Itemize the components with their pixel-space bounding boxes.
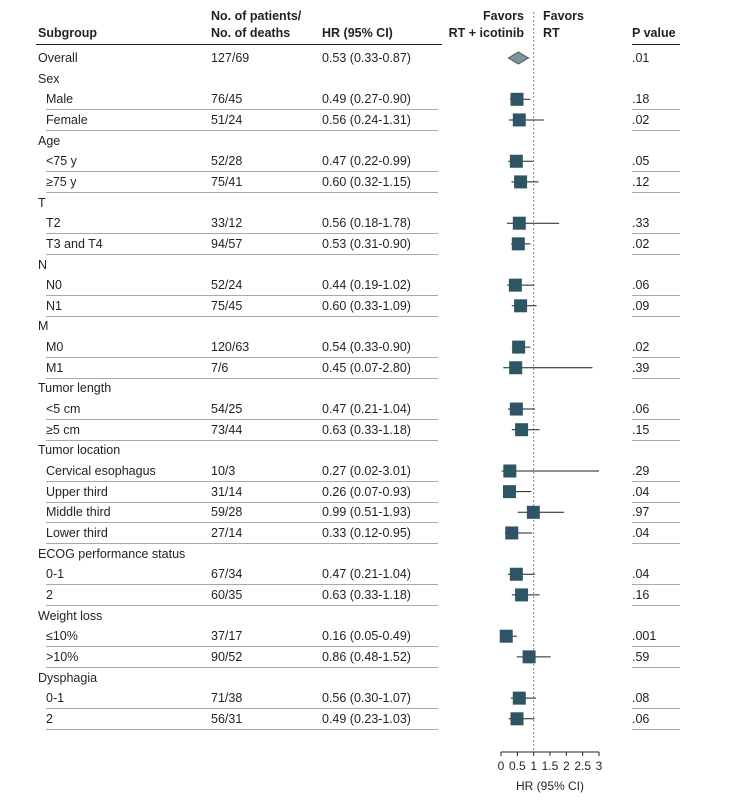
hr-point-marker (514, 175, 527, 188)
p-value: .29 (632, 464, 650, 478)
header-patients-line2: No. of deaths (211, 26, 291, 40)
header-favors-left-line2: RT + icotinib (448, 26, 524, 40)
subgroup-label: 0-1 (46, 567, 65, 582)
group-label: N (38, 257, 48, 272)
subgroup-label: M1 (46, 360, 64, 375)
hr-ci-text: 0.33 (0.12-0.95) (322, 525, 411, 540)
hr-point-marker (511, 93, 524, 106)
x-axis (498, 752, 603, 793)
hr-point-marker (514, 299, 527, 312)
group-label: Weight loss (38, 608, 103, 623)
header-subgroup: Subgroup (38, 26, 98, 40)
hr-ci-text: 0.54 (0.33-0.90) (322, 340, 411, 355)
group-label: Dysphagia (38, 670, 98, 685)
p-value: .09 (632, 298, 650, 313)
group-label: T (38, 195, 46, 210)
patients-deaths: 120/63 (211, 340, 250, 355)
subgroup-label: ≥75 y (46, 174, 77, 189)
x-tick-label: 0.5 (508, 759, 526, 773)
hr-ci-text: 0.60 (0.32-1.15) (322, 174, 411, 189)
hr-point-marker (510, 155, 523, 168)
hr-ci-text: 0.47 (0.22-0.99) (322, 154, 411, 169)
subgroup-label: ≤10% (46, 629, 78, 644)
hr-point-marker (515, 588, 528, 601)
p-value: .02 (632, 236, 650, 251)
p-value: .06 (632, 711, 650, 726)
hr-point-marker (510, 403, 523, 416)
p-value: .39 (632, 360, 650, 375)
x-tick-label: 2.5 (574, 759, 592, 773)
hr-ci-text: 0.26 (0.07-0.93) (322, 484, 411, 499)
subgroup-label: Upper third (46, 484, 108, 499)
patients-deaths: 75/41 (211, 174, 243, 189)
p-value: .08 (632, 691, 650, 706)
patients-deaths: 90/52 (211, 649, 243, 664)
p-value: .05 (632, 154, 650, 169)
patients-deaths: 10/3 (211, 464, 236, 478)
patients-deaths: 127/69 (211, 51, 250, 65)
group-label: Sex (38, 71, 60, 86)
header-pvalue: P value (632, 26, 676, 40)
hr-point-marker (512, 237, 525, 250)
p-value: .02 (632, 112, 650, 127)
p-value: .59 (632, 649, 650, 664)
subgroup-label: 2 (46, 711, 53, 726)
hr-point-marker (509, 279, 522, 292)
subgroup-label: <75 y (46, 154, 77, 169)
subgroup-label: 2 (46, 587, 53, 602)
patients-deaths: 56/31 (211, 711, 243, 726)
subgroup-label: M0 (46, 340, 64, 355)
patients-deaths: 59/28 (211, 505, 243, 520)
subgroup-label: >10% (46, 649, 79, 664)
p-value: .01 (632, 51, 650, 65)
subgroup-label: T2 (46, 216, 61, 231)
p-value: .04 (632, 525, 650, 540)
patients-deaths: 33/12 (211, 216, 243, 231)
patients-deaths: 27/14 (211, 525, 243, 540)
overall-label: Overall (38, 51, 78, 65)
subgroup-label: Female (46, 112, 88, 127)
hr-ci-text: 0.63 (0.33-1.18) (322, 587, 411, 602)
hr-ci-text: 0.47 (0.21-1.04) (322, 402, 411, 417)
p-value: .001 (632, 629, 657, 644)
hr-ci-text: 0.63 (0.33-1.18) (322, 422, 411, 437)
header-patients-line1: No. of patients/ (211, 9, 302, 23)
hr-ci-text: 0.53 (0.33-0.87) (322, 51, 411, 65)
p-value: .33 (632, 216, 650, 231)
x-tick-label: 1.5 (541, 759, 559, 773)
overall-diamond (508, 52, 528, 64)
hr-ci-text: 0.53 (0.31-0.90) (322, 236, 411, 251)
subgroup-label: N1 (46, 298, 62, 313)
hr-ci-text: 0.56 (0.18-1.78) (322, 216, 411, 231)
hr-ci-text: 0.56 (0.30-1.07) (322, 691, 411, 706)
patients-deaths: 51/24 (211, 112, 243, 127)
hr-ci-text: 0.49 (0.23-1.03) (322, 711, 411, 726)
hr-ci-text: 0.47 (0.21-1.04) (322, 567, 411, 582)
hr-point-marker (513, 217, 526, 230)
header-hr: HR (95% CI) (322, 26, 393, 40)
p-value: .16 (632, 587, 650, 602)
patients-deaths: 7/6 (211, 360, 229, 375)
hr-point-marker (509, 361, 522, 374)
header-favors-right-line1: Favors (543, 9, 584, 23)
hr-point-marker (523, 650, 536, 663)
group-label: Tumor length (38, 381, 112, 396)
p-value: .12 (632, 174, 650, 189)
p-value: .06 (632, 402, 650, 417)
group-label: Tumor location (38, 443, 121, 458)
patients-deaths: 67/34 (211, 567, 243, 582)
hr-point-marker (511, 712, 524, 725)
patients-deaths: 75/45 (211, 298, 243, 313)
hr-point-marker (513, 692, 526, 705)
group-label: ECOG performance status (38, 546, 186, 561)
hr-point-marker (503, 485, 516, 498)
hr-ci-text: 0.44 (0.19-1.02) (322, 278, 411, 293)
hr-point-marker (500, 630, 513, 643)
p-value: .15 (632, 422, 650, 437)
hr-ci-text: 0.99 (0.51-1.93) (322, 505, 411, 520)
x-tick-label: 0 (497, 759, 505, 773)
p-value: .97 (632, 505, 650, 520)
subgroup-label: Middle third (46, 505, 111, 520)
patients-deaths: 54/25 (211, 402, 243, 417)
hr-ci-text: 0.56 (0.24-1.31) (322, 112, 411, 127)
group-label: Age (38, 133, 61, 148)
hr-point-marker (515, 423, 528, 436)
patients-deaths: 37/17 (211, 629, 243, 644)
hr-point-marker (505, 526, 518, 539)
subgroup-label: ≥5 cm (46, 422, 80, 437)
x-tick-label: 3 (595, 759, 603, 773)
patients-deaths: 73/44 (211, 422, 243, 437)
x-axis-label: HR (95% CI) (515, 779, 585, 793)
patients-deaths: 94/57 (211, 236, 243, 251)
subgroup-label: T3 and T4 (46, 236, 103, 251)
forest-marks (500, 52, 599, 725)
hr-ci-text: 0.60 (0.33-1.09) (322, 298, 411, 313)
header-favors-left-line1: Favors (483, 9, 524, 23)
subgroup-label: N0 (46, 278, 62, 293)
patients-deaths: 76/45 (211, 92, 243, 107)
hr-ci-text: 0.49 (0.27-0.90) (322, 92, 411, 107)
patients-deaths: 60/35 (211, 587, 243, 602)
hr-point-marker (527, 506, 540, 519)
header-favors-right-line2: RT (543, 26, 560, 40)
subgroup-label: Male (46, 92, 74, 107)
p-value: .06 (632, 278, 650, 293)
hr-ci-text: 0.86 (0.48-1.52) (322, 649, 411, 664)
group-label: M (38, 319, 49, 334)
x-tick-label: 1 (530, 759, 538, 773)
patients-deaths: 71/38 (211, 691, 243, 706)
p-value: .02 (632, 340, 650, 355)
hr-ci-text: 0.45 (0.07-2.80) (322, 360, 411, 375)
hr-ci-text: 0.27 (0.02-3.01) (322, 464, 411, 478)
subgroup-label: Lower third (46, 525, 108, 540)
p-value: .04 (632, 484, 650, 499)
hr-point-marker (513, 113, 526, 126)
patients-deaths: 31/14 (211, 484, 243, 499)
hr-ci-text: 0.16 (0.05-0.49) (322, 629, 411, 644)
hr-point-marker (503, 465, 516, 478)
hr-point-marker (512, 341, 525, 354)
subgroup-label: 0-1 (46, 691, 65, 706)
p-value: .04 (632, 567, 650, 582)
hr-point-marker (510, 568, 523, 581)
p-value: .18 (632, 92, 650, 107)
patients-deaths: 52/28 (211, 154, 243, 169)
subgroup-label: <5 cm (46, 402, 81, 417)
subgroup-label: Cervical esophagus (46, 464, 156, 478)
x-tick-label: 2 (562, 759, 570, 773)
patients-deaths: 52/24 (211, 278, 243, 293)
